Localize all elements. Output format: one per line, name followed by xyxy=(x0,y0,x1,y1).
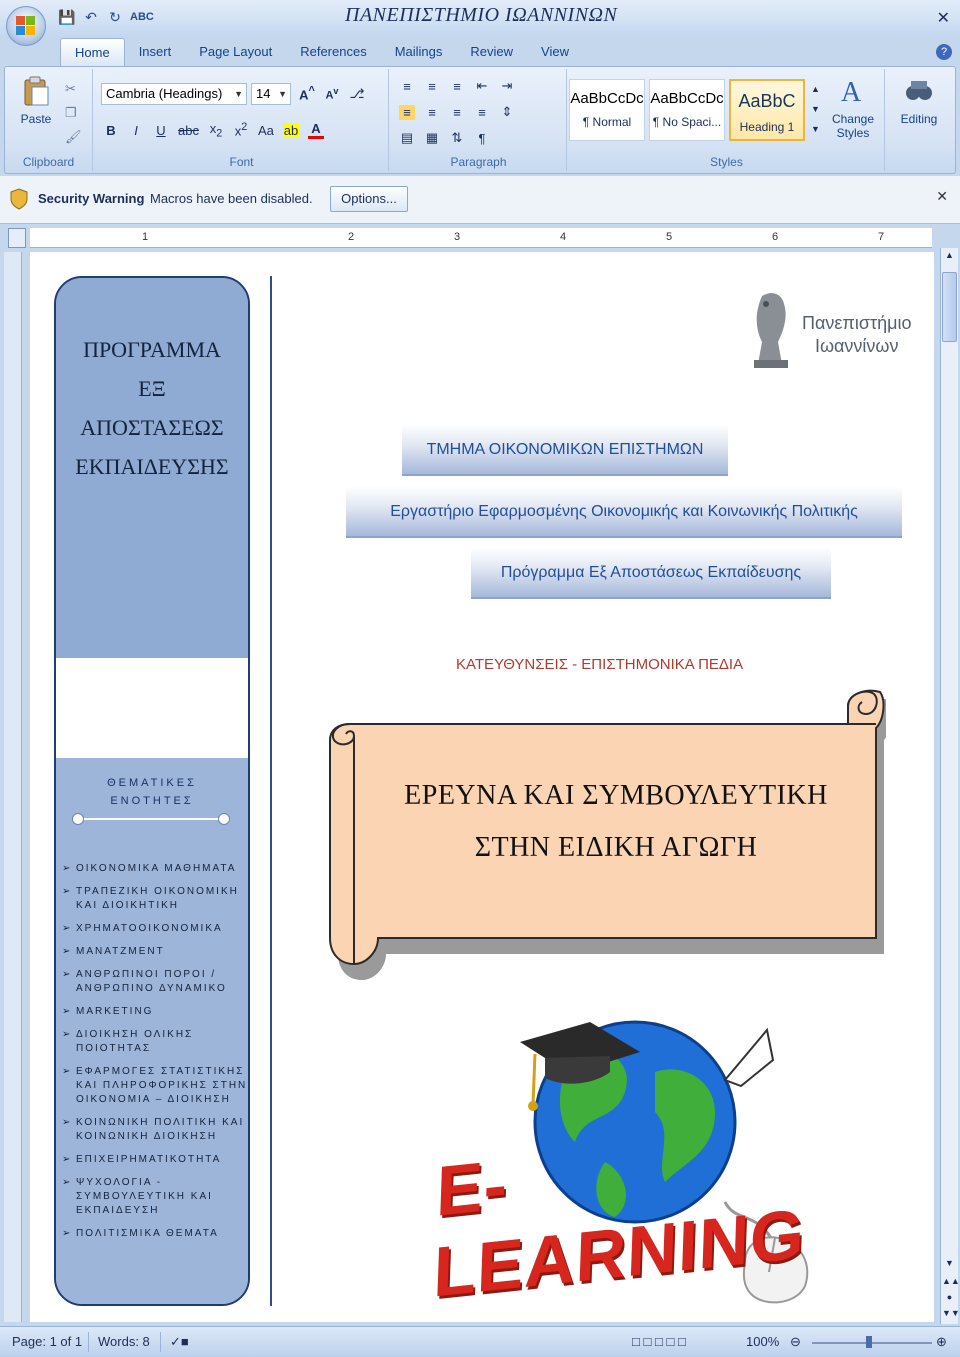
fields-heading: ΚΑΤΕΥΘΥΝΣΕΙΣ - ΕΠΙΣΤΗΜΟΝΙΚΑ ΠΕΔΙΑ xyxy=(456,656,744,673)
title-bar xyxy=(0,0,960,36)
style-heading-1[interactable] xyxy=(729,79,805,141)
decorative-divider xyxy=(72,813,232,825)
save-icon[interactable]: 💾 xyxy=(58,9,76,25)
justify-icon[interactable]: ≡ xyxy=(478,104,486,120)
security-warning-bar xyxy=(0,176,960,224)
list-item: ➢ ΤΡΑΠΕΖΙΚΗ ΟΙΚΟΝΟΜΙΚΗ ΚΑΙ ΔΙΟΙΚΗΤΙΚΗ xyxy=(62,885,250,913)
align-center-icon[interactable]: ≡ xyxy=(428,104,436,120)
sidebar-title xyxy=(56,330,248,486)
paragraph-extra-toolbar xyxy=(399,127,490,149)
help-icon[interactable]: ? xyxy=(936,44,952,60)
numbering-icon[interactable]: ≡ xyxy=(428,78,436,94)
font-group xyxy=(95,69,389,171)
themes-area xyxy=(56,758,248,1306)
window-title: ΠΑΝΕΠΙΣΤΗΜΙΟ ΙΩΑΝΝΙΝΩΝ xyxy=(345,4,618,26)
style-no-spacing[interactable] xyxy=(649,79,725,141)
font-color-icon[interactable]: A xyxy=(308,121,324,139)
sidebar-title-line: ΕΚΠΑΙΔΕΥΣΗΣ xyxy=(75,454,229,479)
paragraph-group xyxy=(391,69,567,171)
style-heading-1-name: Heading 1 xyxy=(739,120,795,134)
list-item: ➢ MARKETING xyxy=(62,1005,250,1019)
subscript-icon[interactable]: $x_2$ xyxy=(209,120,223,140)
paste-icon xyxy=(20,75,52,107)
sidebar-title-line: ΠΡΟΓΡΑΜΜΑ xyxy=(83,337,221,362)
next-page-icon[interactable]: ▼▼ xyxy=(942,1308,960,1318)
style-no-spacing-sample: AaBbCcDc xyxy=(650,90,724,107)
highlight-icon[interactable]: ab xyxy=(283,122,299,138)
underline-icon[interactable]: U xyxy=(156,122,166,138)
zoom-out-icon[interactable]: ⊖ xyxy=(790,1334,801,1349)
bullets-icon[interactable]: ≡ xyxy=(403,78,411,94)
list-item: ➢ ΧΡΗΜΑΤΟΟΙΚΟΝΟΜΙΚΑ xyxy=(62,922,250,936)
tab-insert[interactable]: Insert xyxy=(138,44,172,59)
full-screen-reading-icon[interactable]: □ xyxy=(643,1334,652,1349)
sort-icon[interactable]: ⇅ xyxy=(451,130,463,145)
format-painter-icon[interactable]: 🖌 xyxy=(65,129,82,144)
ruler-number: 5 xyxy=(666,231,673,243)
change-case-icon[interactable]: Aa xyxy=(258,122,274,138)
style-normal-name: ¶ Normal xyxy=(582,115,632,129)
multilevel-list-icon[interactable]: ≡ xyxy=(453,78,461,94)
security-warning-message: Macros have been disabled. xyxy=(150,191,313,206)
style-normal[interactable] xyxy=(569,79,645,141)
binoculars-icon xyxy=(903,75,935,107)
themes-heading-line: ΘΕΜΑΤΙΚΕΣ xyxy=(107,777,197,789)
draft-icon[interactable]: □ xyxy=(677,1334,686,1349)
vertical-ruler[interactable] xyxy=(4,252,22,1322)
list-item: ➢ ΨΥΧΟΛΟΓΙΑ - ΣΥΜΒΟΥΛΕΥΤΙΚΗ ΚΑΙ ΕΚΠΑΙΔΕΥΣΗ xyxy=(62,1176,250,1218)
web-layout-icon[interactable]: □ xyxy=(654,1334,663,1349)
font-family-select[interactable]: Cambria (Headings) ▼ xyxy=(101,83,247,105)
ruler-number: 6 xyxy=(772,231,779,243)
office-logo-icon xyxy=(16,16,36,36)
list-item: ➢ ΕΦΑΡΜΟΓΕΣ ΣΤΑΤΙΣΤΙΚΗΣ ΚΑΙ ΠΛΗΡΟΦΟΡΙΚΗΣ ΣΤΗΝ ΟΙΚΟΝΟΜΙΑ – ΔΙΟΙΚΗΣΗ xyxy=(62,1065,250,1107)
lab-banner: Εργαστήριο Εφαρμοσμένης Οικονομικής και Κοινωνικής Πολιτικής xyxy=(346,486,902,538)
font-size-value: 14 xyxy=(256,86,271,101)
editing-group xyxy=(887,69,951,171)
tab-page-layout[interactable]: Page Layout xyxy=(199,44,273,59)
font-size-select[interactable]: 14 ▼ xyxy=(251,83,291,105)
tab-home[interactable]: Home xyxy=(60,38,125,66)
pilcrow-icon[interactable]: ¶ xyxy=(478,130,486,146)
themes-heading xyxy=(56,774,248,810)
undo-icon[interactable]: ↶ xyxy=(85,9,97,25)
paragraph-list-toolbar xyxy=(399,75,515,97)
scroll-up-icon[interactable]: ▲ xyxy=(945,250,954,260)
sidebar-title-line: ΑΠΟΣΤΑΣΕΩΣ xyxy=(80,415,224,440)
change-styles-icon xyxy=(837,75,869,107)
close-icon[interactable]: ✕ xyxy=(936,188,948,204)
tab-selector[interactable] xyxy=(8,228,26,248)
italic-icon[interactable]: I xyxy=(134,122,138,138)
paragraph-align-toolbar xyxy=(399,101,515,123)
sidebar-header-area xyxy=(56,278,248,658)
select-browse-object-icon[interactable]: ● xyxy=(946,1292,953,1302)
list-item: ➢ ΔΙΟΙΚΗΣΗ ΟΛΙΚΗΣ ΠΟΙΟΤΗΤΑΣ xyxy=(62,1028,250,1056)
list-item: ➢ ΟΙΚΟΝΟΜΙΚΑ ΜΑΘΗΜΑΤΑ xyxy=(62,862,250,876)
clipboard-group-label: Clipboard xyxy=(22,155,75,169)
scroll-banner xyxy=(320,680,886,990)
styles-group-label: Styles xyxy=(710,155,743,169)
list-item: ➢ ΕΠΙΧΕΙΡΗΜΑΤΙΚΟΤΗΤΑ xyxy=(62,1153,250,1167)
styles-more-icon[interactable]: ▼ xyxy=(811,124,820,134)
copy-icon[interactable]: ❐ xyxy=(65,105,77,120)
outline-icon[interactable]: □ xyxy=(666,1334,675,1349)
styles-scroll-down-icon[interactable]: ▼ xyxy=(811,104,820,114)
font-group-label: Font xyxy=(229,155,254,169)
tab-mailings[interactable]: Mailings xyxy=(394,44,443,59)
list-item: ➢ ΜΑΝΑΤΖΜΕΝΤ xyxy=(62,945,250,959)
vertical-scrollbar[interactable] xyxy=(940,248,958,1324)
horizontal-ruler[interactable] xyxy=(30,228,932,248)
sidebar-title-line: ΕΞ xyxy=(138,376,166,401)
program-banner: Πρόγραμμα Εξ Αποστάσεως Εκπαίδευσης xyxy=(471,547,831,599)
security-warning-title: Security Warning xyxy=(38,191,145,206)
close-window-button[interactable]: ✕ xyxy=(936,10,950,27)
ribbon-tabs xyxy=(60,38,583,66)
font-format-toolbar xyxy=(103,119,324,141)
column-separator xyxy=(270,276,272,1306)
clipboard-group xyxy=(5,69,93,171)
shrink-font-icon[interactable]: $A^v$ xyxy=(325,86,339,102)
list-item: ➢ ΑΝΘΡΩΠΙΝΟΙ ΠΟΡΟΙ / ΑΝΘΡΩΠΙΝΟ ΔΥΝΑΜΙΚΟ xyxy=(62,968,250,996)
editing-button[interactable] xyxy=(893,75,945,126)
align-right-icon[interactable]: ≡ xyxy=(453,104,461,120)
scroll-title-line: ΕΡΕΥΝΑ ΚΑΙ ΣΥΜΒΟΥΛΕΥΤΙΚΗ xyxy=(404,780,828,811)
scroll-down-icon[interactable]: ▼ xyxy=(945,1258,954,1268)
paste-button[interactable] xyxy=(13,75,59,126)
office-button[interactable] xyxy=(6,6,46,46)
zoom-slider-thumb[interactable] xyxy=(866,1336,872,1348)
ribbon xyxy=(4,66,956,174)
zoom-slider[interactable] xyxy=(812,1342,932,1344)
university-name xyxy=(802,312,911,358)
ruler-number: 4 xyxy=(560,231,567,243)
zoom-in-icon[interactable]: ⊕ xyxy=(936,1334,947,1349)
tab-references[interactable]: References xyxy=(300,44,367,59)
scroll-title xyxy=(366,770,866,874)
change-styles-button[interactable] xyxy=(825,75,881,140)
department-banner: ΤΜΗΜΑ ΟΙΚΟΝΟΜΙΚΩΝ ΕΠΙΣΤΗΜΩΝ xyxy=(402,424,728,476)
strikethrough-icon[interactable]: abc xyxy=(178,122,199,138)
scroll-title-line: ΣΤΗΝ ΕΙΔΙΚΗ ΑΓΩΓΗ xyxy=(474,832,758,863)
view-buttons xyxy=(632,1334,686,1349)
sidebar-gap xyxy=(56,658,248,758)
change-styles-label: Change Styles xyxy=(831,112,875,140)
editing-label: Editing xyxy=(900,112,938,126)
elearning-graphic xyxy=(425,1012,845,1312)
university-logo xyxy=(748,290,934,380)
print-layout-icon[interactable]: □ xyxy=(632,1334,640,1349)
security-options-button[interactable]: Options... xyxy=(330,186,408,212)
quick-access-toolbar xyxy=(58,8,154,26)
list-item: ➢ ΚΟΙΝΩΝΙΚΗ ΠΟΛΙΤΙΚΗ ΚΑΙ ΚΟΙΝΩΝΙΚΗ ΔΙΟΙΚΗΣΗ xyxy=(62,1116,250,1144)
ruler-number: 3 xyxy=(454,231,461,243)
ruler-number: 2 xyxy=(348,231,355,243)
align-left-icon[interactable]: ≡ xyxy=(399,105,415,120)
ruler-number: 1 xyxy=(142,231,149,243)
svg-text:A: A xyxy=(841,77,862,107)
status-bar xyxy=(0,1326,960,1357)
increase-indent-icon[interactable]: ⇥ xyxy=(501,78,513,93)
shield-icon xyxy=(10,188,28,210)
themes-list xyxy=(62,862,250,1250)
themes-heading-line: ΕΝΟΤΗΤΕΣ xyxy=(110,795,194,807)
bold-icon[interactable]: B xyxy=(106,122,116,138)
font-size-toolbar xyxy=(299,83,365,105)
university-name-line: Πανεπιστήμιο xyxy=(802,313,912,333)
styles-group xyxy=(569,69,885,171)
university-name-line: Ιωαννίνων xyxy=(814,336,899,356)
sidebar-panel xyxy=(54,276,250,1306)
word-count[interactable]: Words: 8 xyxy=(98,1334,150,1349)
redo-icon[interactable]: ↻ xyxy=(109,9,121,25)
superscript-icon[interactable]: $x^2$ xyxy=(234,121,248,139)
previous-page-icon[interactable]: ▲▲ xyxy=(942,1276,960,1286)
proofing-icon[interactable]: ✓■ xyxy=(170,1334,189,1349)
tab-review[interactable]: Review xyxy=(470,44,514,59)
cut-icon[interactable]: ✂ xyxy=(65,81,76,96)
ruler-number: 7 xyxy=(878,231,885,243)
line-spacing-icon[interactable]: ⇕ xyxy=(501,104,513,119)
spelling-icon[interactable]: ABC xyxy=(130,11,154,23)
elearning-text: E-LEARNING xyxy=(432,1144,807,1312)
style-no-spacing-name: ¶ No Spaci... xyxy=(652,115,722,129)
owl-statue-icon xyxy=(748,290,798,370)
scroll-thumb[interactable] xyxy=(942,272,957,342)
decrease-indent-icon[interactable]: ⇤ xyxy=(476,78,488,93)
clear-formatting-icon[interactable]: ⎇ xyxy=(349,86,365,101)
paragraph-group-label: Paragraph xyxy=(450,155,507,169)
tab-view[interactable]: View xyxy=(541,44,569,59)
shading-icon[interactable]: ▤ xyxy=(400,130,414,145)
page-count[interactable]: Page: 1 of 1 xyxy=(12,1334,83,1349)
list-item: ➢ ΠΟΛΙΤΙΣΜΙΚΑ ΘΕΜΑΤΑ xyxy=(62,1227,250,1241)
paste-label: Paste xyxy=(20,112,52,126)
grow-font-icon[interactable]: A^ xyxy=(299,85,315,103)
zoom-level[interactable]: 100% xyxy=(746,1334,780,1349)
style-heading-1-sample: AaBbC xyxy=(738,91,796,111)
style-normal-sample: AaBbCcDc xyxy=(570,90,644,107)
borders-icon[interactable]: ▦ xyxy=(425,130,439,145)
document-page[interactable] xyxy=(30,252,934,1322)
styles-scroll-up-icon[interactable]: ▲ xyxy=(811,84,820,94)
font-family-value: Cambria (Headings) xyxy=(106,86,223,101)
